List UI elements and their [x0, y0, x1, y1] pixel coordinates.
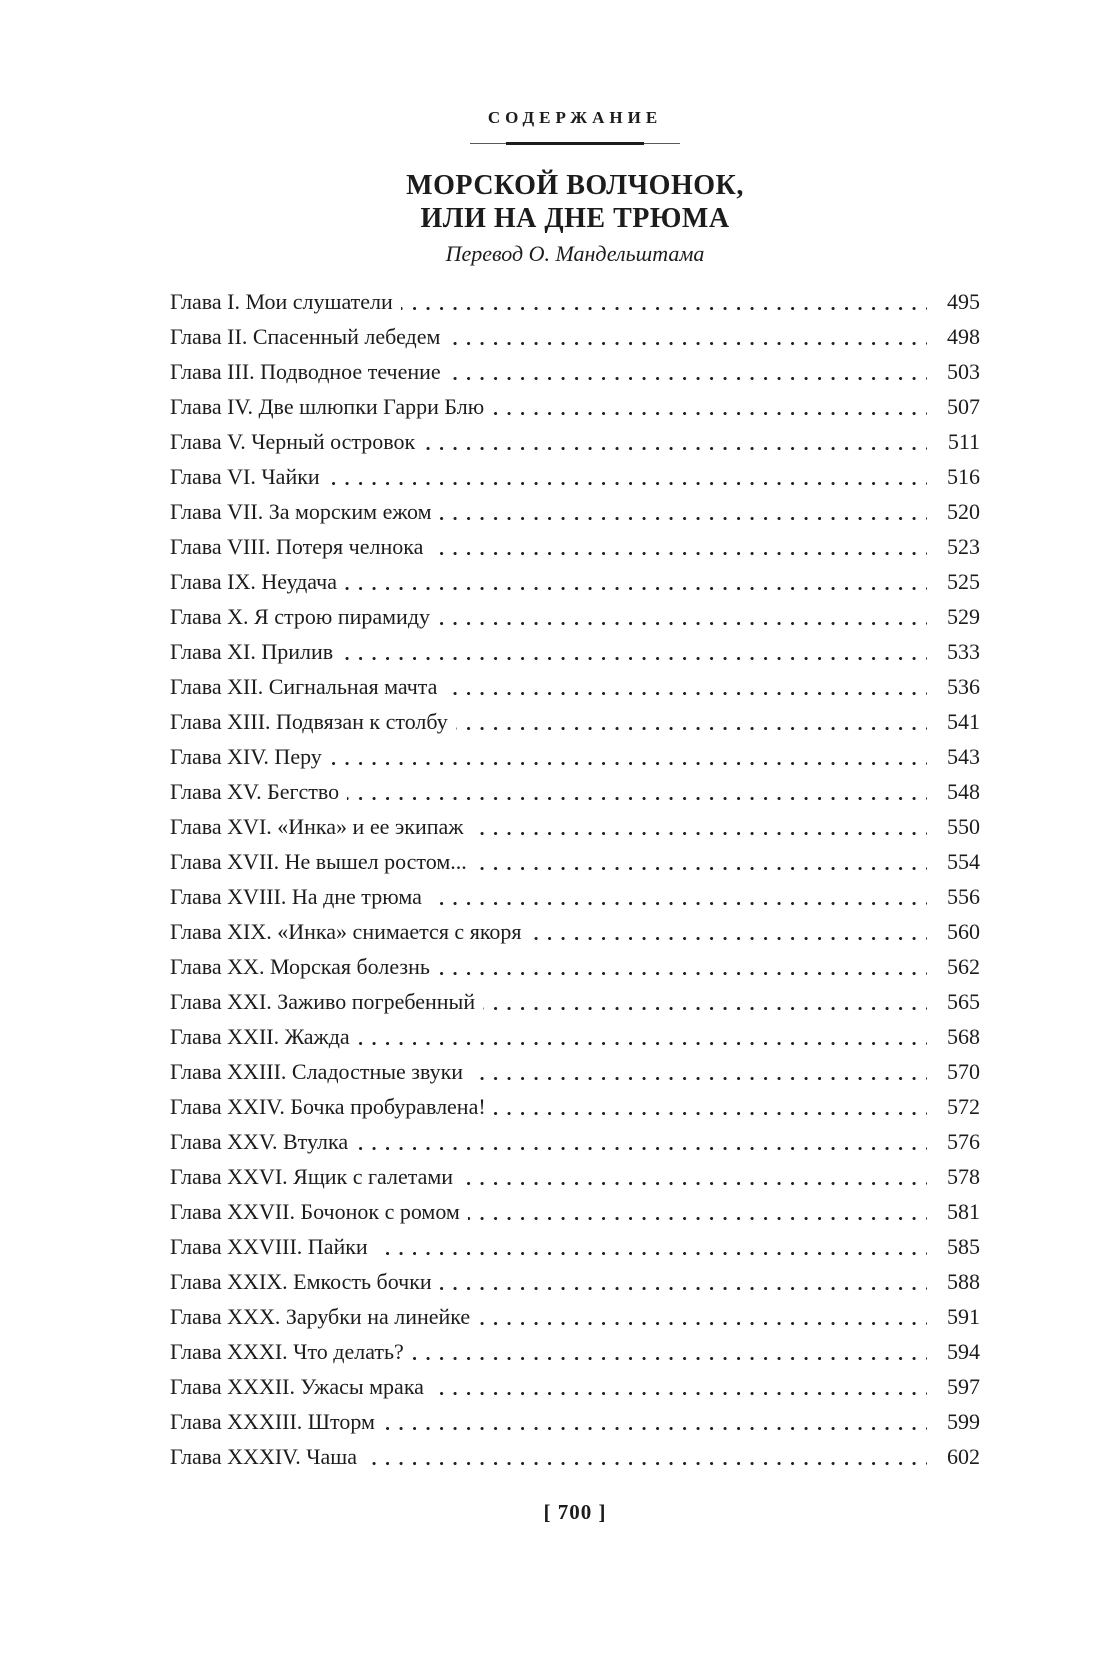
content-column	[170, 0, 980, 1474]
toc-entry-page-number: 503	[927, 354, 980, 389]
toc-entry-page-number: 562	[927, 949, 980, 984]
toc-entry-title: Глава XXX. Зарубки на линейке	[170, 1299, 478, 1334]
toc-entry-title: Глава XXII. Жажда	[170, 1019, 358, 1054]
toc-entry	[170, 1159, 980, 1194]
toc-entry-title: Глава XXVII. Бочонок с ромом	[170, 1194, 468, 1229]
toc-entry	[170, 1019, 980, 1054]
toc-entry	[170, 669, 980, 704]
toc-entry-title: Глава XXIII. Сладостные звуки	[170, 1054, 471, 1089]
toc-entry	[170, 844, 980, 879]
toc-entry-page-number: 554	[927, 844, 980, 879]
toc-entry	[170, 424, 980, 459]
toc-entry	[170, 599, 980, 634]
toc-entry	[170, 914, 980, 949]
toc-entry	[170, 634, 980, 669]
toc-entry	[170, 704, 980, 739]
toc-entry-page-number: 541	[927, 704, 980, 739]
toc-entry-title: Глава XXVI. Ящик с галетами	[170, 1159, 461, 1194]
toc-entry-title: Глава X. Я строю пирамиду	[170, 599, 438, 634]
toc-entry-title: Глава XXIV. Бочка пробуравлена!	[170, 1089, 494, 1124]
toc-entry-page-number: 570	[927, 1054, 980, 1089]
toc-entry-title: Глава XXI. Заживо погребенный	[170, 984, 483, 1019]
toc-entry	[170, 494, 980, 529]
toc-entry-title: Глава XIII. Подвязан к столбу	[170, 704, 456, 739]
toc-entry-title: Глава XXXII. Ужасы мрака	[170, 1369, 432, 1404]
toc-entry	[170, 949, 980, 984]
toc-entry	[170, 1404, 980, 1439]
toc-entry-page-number: 581	[927, 1194, 980, 1229]
toc-entry-page-number: 578	[927, 1159, 980, 1194]
toc-entry-page-number: 511	[927, 424, 980, 459]
toc-entry	[170, 879, 980, 914]
toc-entry-title: Глава XIV. Перу	[170, 739, 330, 774]
toc-entry-title: Глава III. Подводное течение	[170, 354, 449, 389]
toc-entry-title: Глава XIX. «Инка» снимается с якоря	[170, 914, 530, 949]
toc-entry	[170, 529, 980, 564]
contents-heading: СОДЕРЖАНИЕ	[487, 108, 663, 127]
toc-entry-page-number: 529	[927, 599, 980, 634]
toc-entry-page-number: 495	[927, 284, 980, 319]
toc-entry-title: Глава V. Черный островок	[170, 424, 423, 459]
book-title-line1: МОРСКОЙ ВОЛЧОНОК,	[406, 170, 744, 201]
toc-entry	[170, 459, 980, 494]
toc-entry-page-number: 594	[927, 1334, 980, 1369]
toc-entry-page-number: 498	[927, 319, 980, 354]
toc-entry-page-number: 560	[927, 914, 980, 949]
toc-entry-page-number: 523	[927, 529, 980, 564]
toc-entry-page-number: 585	[927, 1229, 980, 1264]
toc-entry-title: Глава XX. Морская болезнь	[170, 949, 438, 984]
toc-entry-title: Глава XXXIII. Шторм	[170, 1404, 383, 1439]
toc-entry-page-number: 576	[927, 1124, 980, 1159]
toc-entry	[170, 389, 980, 424]
toc-entry-title: Глава XII. Сигнальная мачта	[170, 669, 445, 704]
toc-entry-title: Глава XVIII. На дне трюма	[170, 879, 430, 914]
toc-entry-page-number: 520	[927, 494, 980, 529]
toc-entry	[170, 1054, 980, 1089]
toc-entry	[170, 284, 980, 319]
toc-entry-title: Глава VIII. Потеря челнока	[170, 529, 431, 564]
toc-entry-title: Глава XVI. «Инка» и ее экипаж	[170, 809, 472, 844]
toc-entry-page-number: 599	[927, 1404, 980, 1439]
toc-entry	[170, 1229, 980, 1264]
decorative-rule-thick-segment	[506, 142, 644, 145]
toc-entry-title: Глава XV. Бегство	[170, 774, 347, 809]
toc-entry	[170, 1299, 980, 1334]
toc-entry-page-number: 536	[927, 669, 980, 704]
toc-entry-title: Глава I. Мои слушатели	[170, 284, 401, 319]
toc-entry	[170, 1124, 980, 1159]
toc-entry-title: Глава XXVIII. Пайки	[170, 1229, 376, 1264]
toc-entry-page-number: 556	[927, 879, 980, 914]
toc-entry	[170, 354, 980, 389]
toc-entry-title: Глава IV. Две шлюпки Гарри Блю	[170, 389, 492, 424]
toc-entry	[170, 774, 980, 809]
toc-entry-title: Глава XI. Прилив	[170, 634, 341, 669]
toc-entry	[170, 809, 980, 844]
toc-entry	[170, 319, 980, 354]
book-title	[170, 169, 980, 235]
toc-entry-page-number: 533	[927, 634, 980, 669]
toc-entry	[170, 1194, 980, 1229]
toc-entry-page-number: 543	[927, 739, 980, 774]
toc-entry-page-number: 568	[927, 1019, 980, 1054]
toc-entry-title: Глава IX. Неудача	[170, 564, 345, 599]
toc-entry-title: Глава VI. Чайки	[170, 459, 328, 494]
translator-credit: Перевод О. Мандельштама	[445, 241, 705, 266]
toc-entry-page-number: 597	[927, 1369, 980, 1404]
toc-entry-page-number: 525	[927, 564, 980, 599]
toc-entry-page-number: 516	[927, 459, 980, 494]
toc-entry	[170, 1334, 980, 1369]
toc-entry-page-number: 588	[927, 1264, 980, 1299]
toc-entry	[170, 1369, 980, 1404]
toc-entry-title: Глава XXXIV. Чаша	[170, 1439, 365, 1474]
folio-page-number: [ 700 ]	[543, 1500, 607, 1524]
toc-entry-page-number: 591	[927, 1299, 980, 1334]
toc-entry	[170, 1264, 980, 1299]
decorative-rule	[470, 142, 680, 145]
toc-entry-title: Глава XXXI. Что делать?	[170, 1334, 412, 1369]
toc-entry-title: Глава XVII. Не вышел ростом...	[170, 844, 475, 879]
toc-entry	[170, 1439, 980, 1474]
toc-entry-page-number: 572	[927, 1089, 980, 1124]
toc-entry	[170, 984, 980, 1019]
toc-entry	[170, 739, 980, 774]
toc-entry-page-number: 550	[927, 809, 980, 844]
toc-entry	[170, 1089, 980, 1124]
toc-entry-page-number: 507	[927, 389, 980, 424]
toc-entry-title: Глава VII. За морским ежом	[170, 494, 440, 529]
toc-entry	[170, 564, 980, 599]
toc-entry-page-number: 548	[927, 774, 980, 809]
toc-entry-page-number: 565	[927, 984, 980, 1019]
toc-entry-page-number: 602	[927, 1439, 980, 1474]
book-title-line2: ИЛИ НА ДНЕ ТРЮМА	[420, 203, 730, 234]
toc-list	[170, 284, 980, 1474]
toc-entry-title: Глава XXV. Втулка	[170, 1124, 356, 1159]
toc-entry-title: Глава XXIX. Емкость бочки	[170, 1264, 440, 1299]
toc-entry-title: Глава II. Спасенный лебедем	[170, 319, 448, 354]
